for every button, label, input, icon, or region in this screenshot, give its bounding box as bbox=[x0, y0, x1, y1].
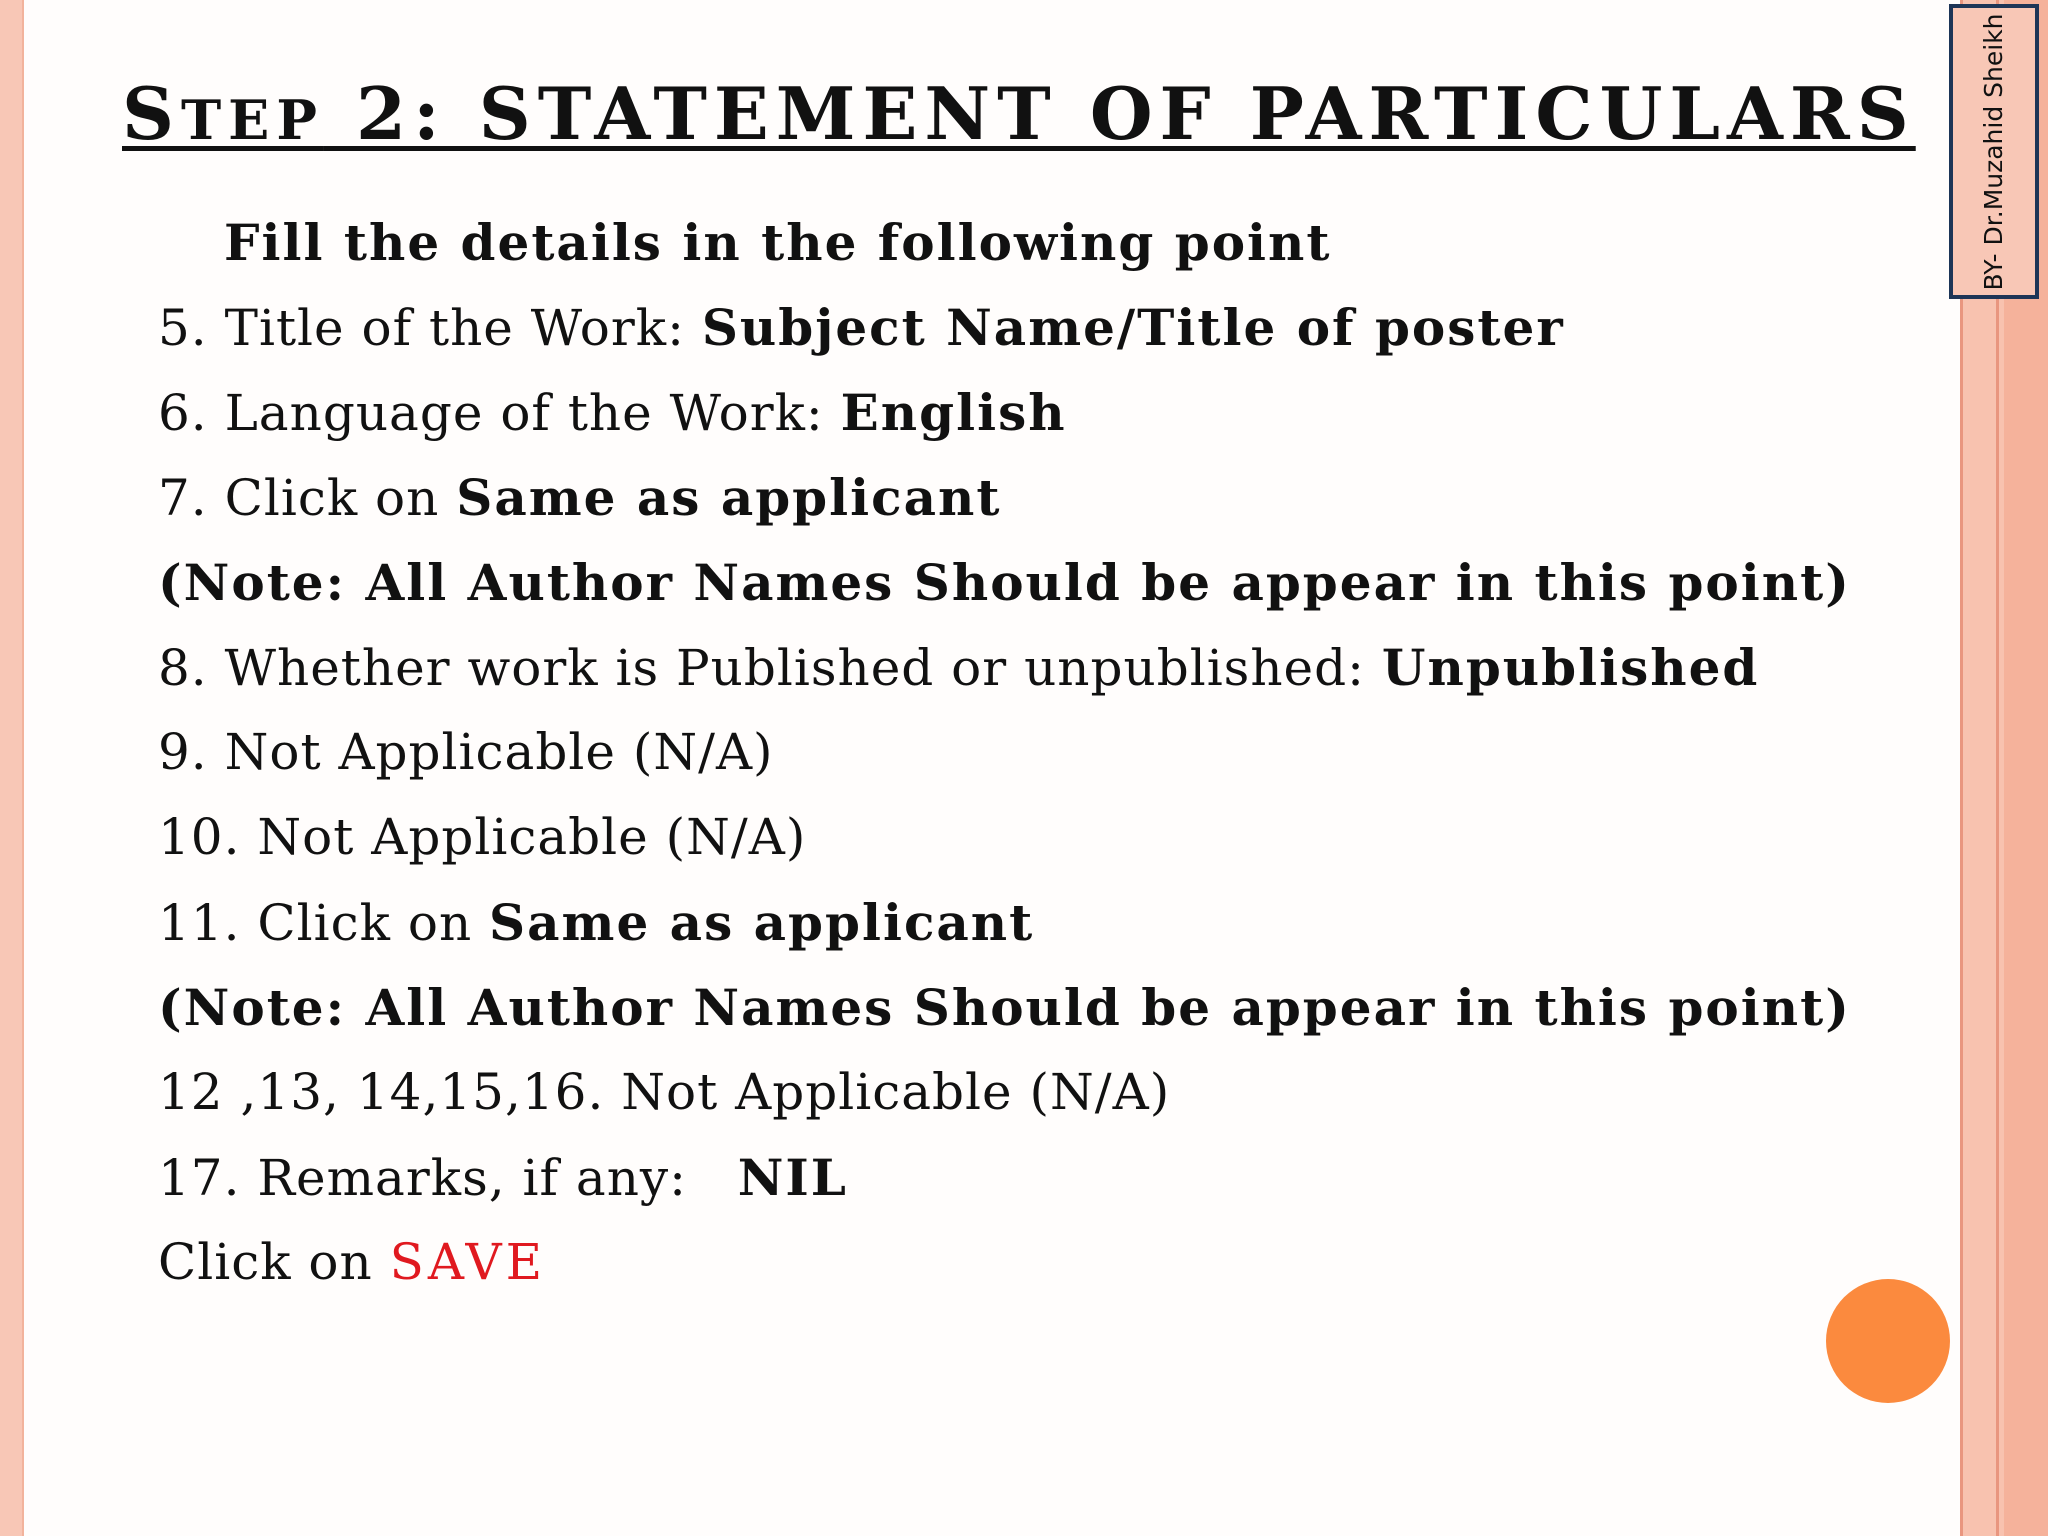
item-value: NIL bbox=[737, 1148, 848, 1207]
item-prefix: Click on bbox=[158, 1233, 390, 1291]
item-prefix: 12 ,13, 14,15,16. Not Applicable (N/A) bbox=[158, 1063, 1171, 1121]
title-initial: S bbox=[122, 71, 181, 156]
author-badge bbox=[1949, 4, 2039, 299]
list-item-not-applicable bbox=[158, 1050, 1938, 1135]
list-item-not-applicable bbox=[158, 710, 1938, 795]
list-item-same-as-applicant bbox=[158, 880, 1938, 965]
item-prefix: 8. Whether work is Published or unpublished: bbox=[158, 639, 1382, 697]
left-border-bar bbox=[0, 0, 24, 1536]
list-item-published-status bbox=[158, 625, 1938, 710]
list-item-click-save bbox=[158, 1220, 1938, 1305]
save-label: SAVE bbox=[389, 1233, 547, 1291]
item-value: Same as applicant bbox=[489, 893, 1035, 952]
slide-body bbox=[158, 200, 1938, 1305]
item-value: English bbox=[840, 383, 1067, 442]
item-value: Same as applicant bbox=[456, 468, 1002, 527]
slide-title bbox=[122, 66, 1916, 168]
intro-line: Fill the details in the following point bbox=[224, 213, 1332, 272]
item-value: Unpublished bbox=[1381, 638, 1760, 697]
note-line: (Note: All Author Names Should be appear in this point) bbox=[158, 553, 1851, 612]
item-prefix: 17. Remarks, if any: bbox=[158, 1149, 738, 1207]
note-line: (Note: All Author Names Should be appear in this point) bbox=[158, 978, 1851, 1037]
author-badge-text: BY- Dr.Muzahid Sheikh bbox=[1979, 12, 2008, 291]
title-small-caps: TEP bbox=[181, 88, 324, 152]
title-rest: 2: STATEMENT OF PARTICULARS bbox=[323, 71, 1916, 156]
item-prefix: 6. Language of the Work: bbox=[158, 384, 841, 442]
item-prefix: 11. Click on bbox=[158, 894, 490, 952]
item-value: Subject Name/Title of poster bbox=[701, 298, 1565, 357]
item-prefix: 7. Click on bbox=[158, 469, 457, 527]
list-item-not-applicable bbox=[158, 795, 1938, 880]
list-item-language bbox=[158, 370, 1938, 455]
list-item-title-of-work bbox=[158, 285, 1938, 370]
item-prefix: 10. Not Applicable (N/A) bbox=[158, 808, 807, 866]
list-item-same-as-applicant bbox=[158, 455, 1938, 540]
item-prefix: 9. Not Applicable (N/A) bbox=[158, 723, 774, 781]
list-item-remarks bbox=[158, 1135, 1938, 1220]
item-prefix: 5. Title of the Work: bbox=[158, 299, 702, 357]
